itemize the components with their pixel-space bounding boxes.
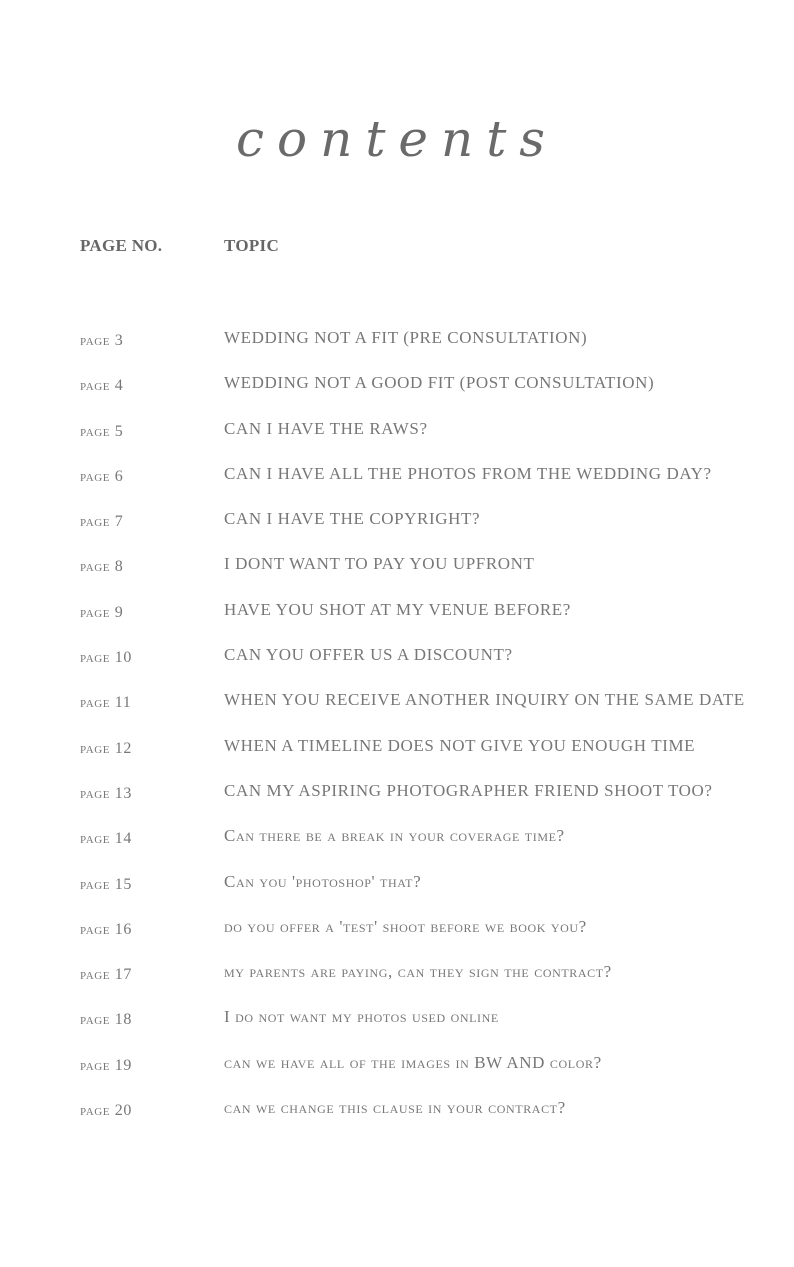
toc-topic: Can there be a break in your coverage time?: [224, 826, 565, 846]
toc-page-number: page 3: [80, 332, 124, 349]
toc-page-number: page 7: [80, 513, 124, 531]
toc-row: [0, 690, 794, 735]
toc-row: [0, 826, 794, 871]
toc-row: [0, 328, 794, 373]
toc-page-number: page 13: [80, 784, 132, 802]
toc-row: [0, 1098, 794, 1143]
toc-row: [0, 917, 794, 962]
toc-page-number: page 8: [80, 558, 124, 576]
toc-page-number: page 19: [80, 1056, 132, 1074]
toc-topic: can we have all of the images in BW AND color?: [224, 1052, 602, 1072]
toc-topic: WEDDING NOT A FIT (PRE CONSULTATION): [224, 328, 588, 347]
toc-page-number: page 10: [80, 649, 132, 667]
toc-page-number: page 12: [80, 739, 132, 757]
toc-topic: CAN I HAVE ALL THE PHOTOS FROM THE WEDDING DAY?: [224, 463, 712, 483]
toc-topic: I DONT WANT TO PAY YOU UPFRONT: [224, 554, 535, 574]
toc-page-number: page 20: [80, 1102, 132, 1120]
toc-row: [0, 872, 794, 917]
toc-topic: WEDDING NOT A GOOD FIT (POST CONSULTATION): [224, 373, 655, 393]
toc-page-number: page 11: [80, 694, 132, 712]
toc-topic: HAVE YOU SHOT AT MY VENUE BEFORE?: [224, 599, 571, 619]
contents-list: [0, 328, 794, 1143]
toc-row: [0, 464, 794, 509]
toc-page-number: page 15: [80, 875, 132, 893]
toc-row: [0, 1007, 794, 1052]
toc-topic: CAN YOU OFFER US A DISCOUNT?: [224, 645, 513, 665]
toc-row: [0, 554, 794, 599]
toc-topic: can we change this clause in your contract?: [224, 1098, 566, 1118]
toc-topic: CAN I HAVE THE RAWS?: [224, 418, 428, 438]
topic-header: TOPIC: [224, 236, 280, 255]
toc-page-number: page 5: [80, 422, 124, 440]
toc-row: [0, 419, 794, 464]
toc-row: [0, 600, 794, 645]
toc-row: [0, 736, 794, 781]
toc-topic: WHEN YOU RECEIVE ANOTHER INQUIRY ON THE SAME DATE: [224, 690, 745, 710]
toc-row: [0, 962, 794, 1007]
toc-page-number: page 18: [80, 1011, 132, 1029]
toc-row: [0, 1053, 794, 1098]
page-number-header: PAGE NO.: [80, 236, 163, 255]
table-header: [0, 236, 794, 260]
toc-row: [0, 509, 794, 554]
toc-page-number: page 9: [80, 603, 124, 621]
toc-topic: do you offer a 'test' shoot before we book you?: [224, 916, 587, 936]
toc-row: [0, 373, 794, 418]
toc-topic: CAN I HAVE THE COPYRIGHT?: [224, 509, 481, 529]
toc-page-number: page 16: [80, 920, 132, 938]
toc-topic: Can you 'photoshop' that?: [224, 871, 422, 891]
toc-topic: I do not want my photos used online: [224, 1007, 499, 1027]
toc-page-number: page 6: [80, 467, 124, 485]
toc-page-number: page 4: [80, 377, 124, 395]
toc-topic: WHEN A TIMELINE DOES NOT GIVE YOU ENOUGH TIME: [224, 735, 696, 755]
toc-page-number: page 17: [80, 966, 132, 984]
toc-page-number: page 14: [80, 830, 132, 848]
toc-topic: CAN MY ASPIRING PHOTOGRAPHER FRIEND SHOOT TOO?: [224, 780, 713, 800]
toc-row: [0, 645, 794, 690]
page-title: contents: [236, 110, 558, 168]
toc-row: [0, 781, 794, 826]
toc-topic: my parents are paying, can they sign the contract?: [224, 962, 612, 982]
